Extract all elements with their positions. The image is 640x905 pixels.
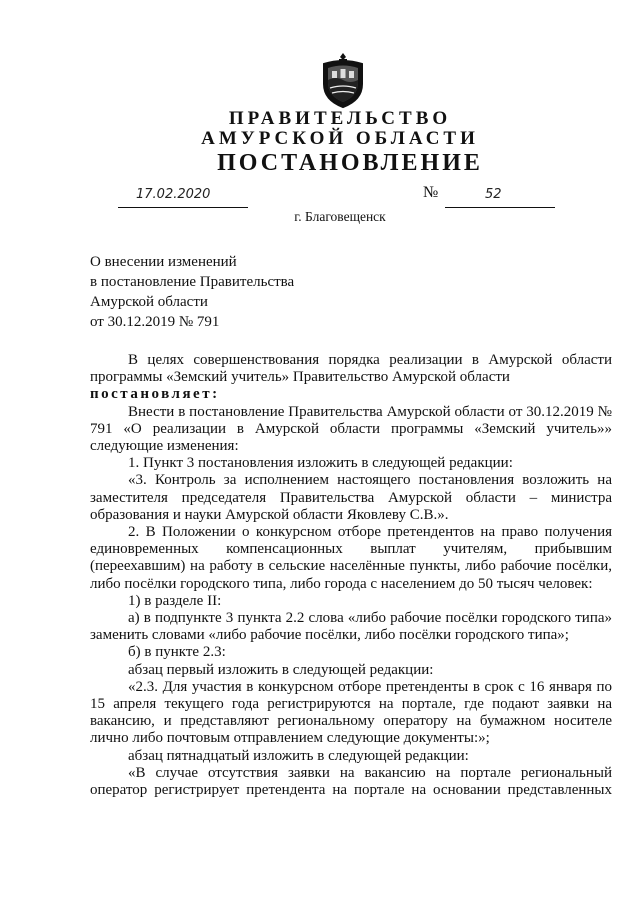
paragraph-2-3-text: «2.3. Для участия в конкурсном отборе претенденты в срок с 16 января по 15 апреля текущего года регистрируются на портале, где подают заявки на вакансию, и представляют региональному оператору на бумажном носителе лично либо почтовым отправлением следующие документы:»; bbox=[90, 678, 612, 747]
document-type-title: ПОСТАНОВЛЕНИЕ bbox=[217, 150, 483, 176]
handwritten-date: 17.02.2020 bbox=[136, 187, 211, 202]
subject-line: в постановление Правительства bbox=[90, 274, 295, 290]
region-title: АМУРСКОЙ ОБЛАСТИ bbox=[201, 128, 479, 149]
paragraph-subitem-a: а) в подпункте 3 пункта 2.2 слова «либо рабочие посёлки городского типа» заменить словами «либо рабочие посёлки, либо посёлки городского типа»; bbox=[90, 610, 612, 644]
date-field bbox=[118, 187, 248, 208]
handwritten-number: 52 bbox=[485, 187, 502, 202]
document-body bbox=[90, 352, 612, 799]
subject-line: О внесении изменений bbox=[90, 254, 237, 270]
number-label: № bbox=[423, 184, 439, 201]
government-title: ПРАВИТЕЛЬСТВО bbox=[228, 108, 452, 129]
paragraph-section-2: 1) в разделе II: bbox=[128, 592, 222, 609]
number-field bbox=[445, 187, 555, 208]
paragraph-preamble: В целях совершенствования порядка реализации в Амурской области программы «Земский учитель» Правительство Амурской области bbox=[90, 352, 612, 386]
subject-line: Амурской области bbox=[90, 294, 208, 310]
paragraph-item-1-text: «3. Контроль за исполнением настоящего постановления возложить на заместителя председателя Правительства Амурской области – министра образования и науки Амурской области Яковлеву С.В.». bbox=[90, 472, 612, 523]
paragraph-fifteenth-abzac: абзац пятнадцатый изложить в следующей редакции: bbox=[128, 747, 469, 764]
resolves-word: постановляет: bbox=[90, 386, 220, 403]
paragraph-amendment-intro: Внести в постановление Правительства Амурской области от 30.12.2019 № 791 «О реализации в Амурской области программы «Земский учитель»» следующие изменения: bbox=[90, 403, 612, 455]
paragraph-subitem-b: б) в пункте 2.3: bbox=[128, 644, 226, 661]
coat-of-arms-emblem bbox=[318, 50, 368, 110]
paragraph-operator-text: «В случае отсутствия заявки на вакансию на портале региональный оператор регистрирует претендента на портале на основании представленных bbox=[90, 764, 612, 799]
paragraph-item-2: 2. В Положении о конкурсном отборе претендентов на право получения единовременных компенсационных выплат учителям, прибывшим (переехавшим) на работу в сельские населённые пункты, либо рабочие посёлки, либо посёлки городского типа, либо города с населением до 50 тысяч человек: bbox=[90, 524, 612, 592]
city-line: г. Благовещенск bbox=[294, 209, 386, 224]
paragraph-item-1: 1. Пункт 3 постановления изложить в следующей редакции: bbox=[128, 455, 513, 472]
subject-line: от 30.12.2019 № 791 bbox=[90, 314, 220, 330]
paragraph-first-abzac: абзац первый изложить в следующей редакции: bbox=[128, 661, 434, 678]
document-subject bbox=[90, 252, 294, 332]
